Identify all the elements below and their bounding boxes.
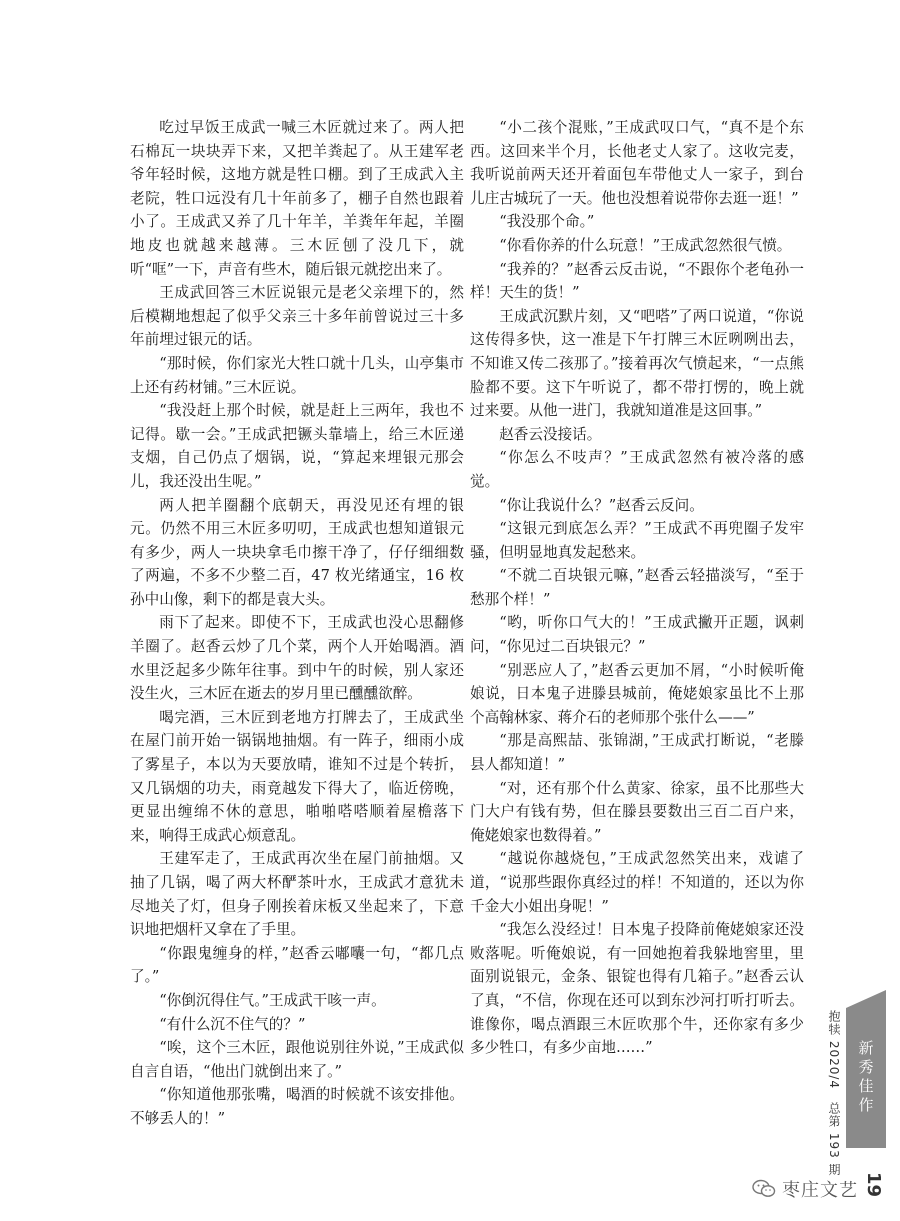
paragraph: “你知道他那张嘴，喝酒的时候就不该安排他。不够丢人的！” [130, 1086, 464, 1127]
paragraph: 王建军走了，王成武再次坐在屋门前抽烟。又抽了几锅，喝了两大杯酽茶叶水，王成武才意犹未尽地关了灯，但身子刚挨着床板又坐起来了，下意识地把烟杆又拿在了手里。 [130, 850, 464, 939]
paragraph: 雨下了起来。即使不下，王成武也没心思翻修羊圈了。赵香云炒了几个菜，两个人开始喝酒。酒水里泛起多少陈年往事。到中午的时候，别人家还没生火，三木匠在逝去的岁月里已醺醺欲醉。 [130, 614, 464, 703]
paragraph: “别恶应人了，”赵香云更加不屑，“小时候听俺娘说，日本鬼子进滕县城前，俺姥娘家虽比不上那个高翰林家、蒋介石的老师那个张什么——” [470, 661, 804, 726]
paragraph: “不就二百块银元嘛，”赵香云轻描淡写，“至于愁那个样！” [470, 567, 804, 608]
wechat-icon [752, 1179, 776, 1199]
paragraph: “我没赶上那个时候，就是赶上三两年，我也不记得。歇一会。”王成武把镢头靠墙上，给三木匠递支烟，自己仍点了烟锅，说，“算起来埋银元那会儿，我还没出生呢。” [130, 402, 464, 490]
section-tab-label: 新秀佳作 [856, 1040, 875, 1116]
paragraph: 喝完酒，三木匠到老地方打牌去了，王成武坐在屋门前开始一锅锅地抽烟。有一阵子，细雨小成了雾星子，本以为天要放晴，谁知不过是个转折，又几锅烟的功夫，雨竟越发下得大了，临近傍晚，更显出缠绵不休的意思，啪啪嗒嗒顺着屋檐落下来，响得王成武心烦意乱。 [130, 708, 464, 844]
paragraph: “你跟鬼缠身的样，”赵香云嘟囔一句，“都几点了。” [130, 944, 464, 986]
paragraph: “你倒沉得住气。”王成武干咳一声。 [159, 991, 386, 1009]
paragraph: “我怎么没经过！日本鬼子投降前俺姥娘家还没败落呢。听俺娘说，有一回她抱着我躲地窖里，里面别说银元，金条、银锭也得有几箱子。”赵香云认了真，“不信，你现在还可以到东沙河打听打听去。谁像你，喝点酒跟三木匠吹那个牛，还你家有多少多少牲口，有多少亩地……” [470, 921, 804, 1057]
paragraph: “你看你养的什么玩意！”王成武忽然很气愤。 [499, 236, 792, 254]
page-number: 19 [863, 1172, 884, 1198]
right-column [470, 116, 804, 1060]
watermark-text: 枣庄文艺 [782, 1180, 858, 1201]
paragraph: 赵香云没接话。 [499, 425, 602, 443]
paragraph: 王成武回答三木匠说银元是老父亲埋下的，然后模糊地想起了似乎父亲三十多年前曾说过三十多年前埋过银元的话。 [130, 284, 464, 349]
paragraph: “对，还有那个什么黄家、徐家，虽不比那些大门大户有钱有势，但在滕县要数出三百二百户来，俺姥娘家也数得着。” [470, 779, 804, 844]
paragraph: 两人把羊圈翻个底朝天，再没见还有埋的银元。仍然不用三木匠多叨叨，王成武也想知道银元有多少，两人一块块拿毛巾擦干净了，仔仔细细数了两遍，不多不少整二百，47 枚光绪通宝，16 枚孙中山像，剩下的都是袁大头。 [130, 496, 464, 608]
paragraph: “我养的？”赵香云反击说，“不跟你个老龟孙一样！天生的货！” [470, 260, 804, 302]
section-tab [846, 1008, 886, 1148]
watermark [752, 1176, 858, 1202]
section-tab-fold [846, 990, 886, 1008]
left-column [130, 116, 464, 1131]
paragraph: “你怎么不吱声？”王成武忽然有被冷落的感觉。 [470, 449, 804, 490]
paragraph: “有什么沉不住气的？” [159, 1015, 306, 1033]
journal-issue-info: 抱犊 2020/4 总第 193 期 [827, 1010, 841, 1177]
paragraph: “那是高熙喆、张锦湖，”王成武打断说，“老滕县人都知道！” [470, 732, 804, 774]
paragraph: “这银元到底怎么弄？”王成武不再兜圈子发牢骚，但明显地真发起愁来。 [470, 520, 804, 561]
paragraph: “越说你越烧包，”王成武忽然笑出来，戏谑了道，“说那些跟你真经过的样！不知道的，还以为你千金大小姐出身呢！” [470, 850, 804, 915]
paragraph: “哟，听你口气大的！”王成武撇开正题，讽刺问，“你见过二百块银元？” [470, 614, 804, 656]
paragraph: “那时候，你们家光大牲口就十几头，山亭集市上还有药材铺。”三木匠说。 [130, 354, 464, 396]
paragraph: “我没那个命。” [499, 213, 595, 231]
paragraph: 吃过早饭王成武一喊三木匠就过来了。两人把石棉瓦一块块弄下来，又把羊粪起了。从王建军老爷年轻时候，这地方就是牲口棚。到了王成武入主老院，牲口远没有几十年前多了，棚子自然也跟着小了。王成武又养了几十年羊，羊粪年年起，羊圈地皮也就越来越薄。三木匠刨了没几下，就听“哐”一下，声音有些木，随后银元就挖出来了。 [130, 119, 464, 278]
paragraph: “你让我说什么？”赵香云反问。 [499, 496, 704, 514]
paragraph: “唉，这个三木匠，跟他说别往外说，”王成武似自言自语，“他出门就倒出来了。” [130, 1039, 464, 1080]
paragraph: “小二孩个混账，”王成武叹口气，“真不是个东西。这回来半个月，长他老丈人家了。这收完麦，我听说前两天还开着面包车带他丈人一家子，到台儿庄古城玩了一天。他也没想着说带你去逛一逛！” [470, 119, 804, 207]
paragraph: 王成武沉默片刻，又“吧嗒”了两口说道，“你说这传得多快，这一准是下午打牌三木匠咧咧出去，不知谁又传二孩那了。”接着再次气愤起来，“一点熊脸都不要。这下午听说了，都不带打愣的，晚上就过来要。从他一进门，我就知道准是这回事。” [470, 307, 804, 420]
